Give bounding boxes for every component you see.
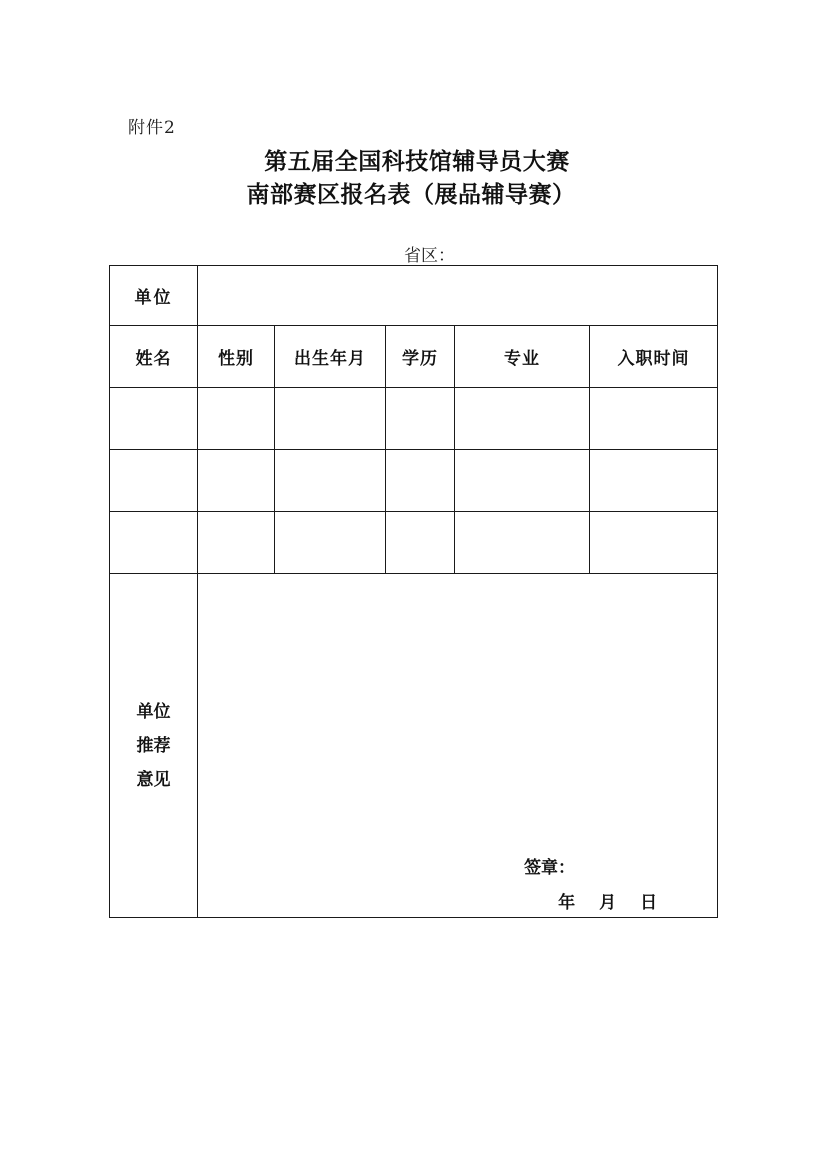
seal-label: 签章： [524,858,576,878]
opinion-label-line3: 意见 [136,769,171,790]
cell-birth[interactable] [275,512,386,574]
cell-gender[interactable] [198,450,275,512]
opinion-field[interactable] [198,574,718,918]
cell-gender[interactable] [198,388,275,450]
attachment-label: 附件2 [128,118,176,138]
date-line [558,888,657,913]
cell-hire-date[interactable] [590,388,718,450]
cell-major[interactable] [455,450,590,512]
date-month: 月 [599,893,617,913]
page-subtitle: 南部赛区报名表（展品辅导赛） [246,182,576,208]
cell-name[interactable] [110,450,198,512]
cell-name[interactable] [110,388,198,450]
table-row [110,512,718,574]
cell-gender[interactable] [198,512,275,574]
header-education: 学历 [386,326,455,388]
table-row [110,450,718,512]
cell-birth[interactable] [275,450,386,512]
date-year: 年 [558,893,576,913]
header-name: 姓名 [110,326,198,388]
signature-area [524,853,658,913]
date-day: 日 [640,893,658,913]
unit-label: 单位 [110,266,198,326]
opinion-row [110,574,718,918]
unit-row [110,266,718,326]
cell-education[interactable] [386,450,455,512]
unit-field[interactable] [198,266,718,326]
cell-birth[interactable] [275,388,386,450]
cell-education[interactable] [386,512,455,574]
cell-hire-date[interactable] [590,450,718,512]
header-hire-date: 入职时间 [590,326,718,388]
header-major: 专业 [455,326,590,388]
cell-major[interactable] [455,388,590,450]
cell-education[interactable] [386,388,455,450]
cell-major[interactable] [455,512,590,574]
opinion-label-line1: 单位 [136,701,171,722]
cell-name[interactable] [110,512,198,574]
header-birth: 出生年月 [275,326,386,388]
header-row [110,326,718,388]
header-gender: 性别 [198,326,275,388]
cell-hire-date[interactable] [590,512,718,574]
table-row [110,388,718,450]
page-title: 第五届全国科技馆辅导员大赛 [264,149,570,175]
registration-form-table [109,265,718,918]
province-label: 省区： [404,246,455,266]
opinion-label [110,574,198,918]
opinion-label-line2: 推荐 [136,735,171,756]
